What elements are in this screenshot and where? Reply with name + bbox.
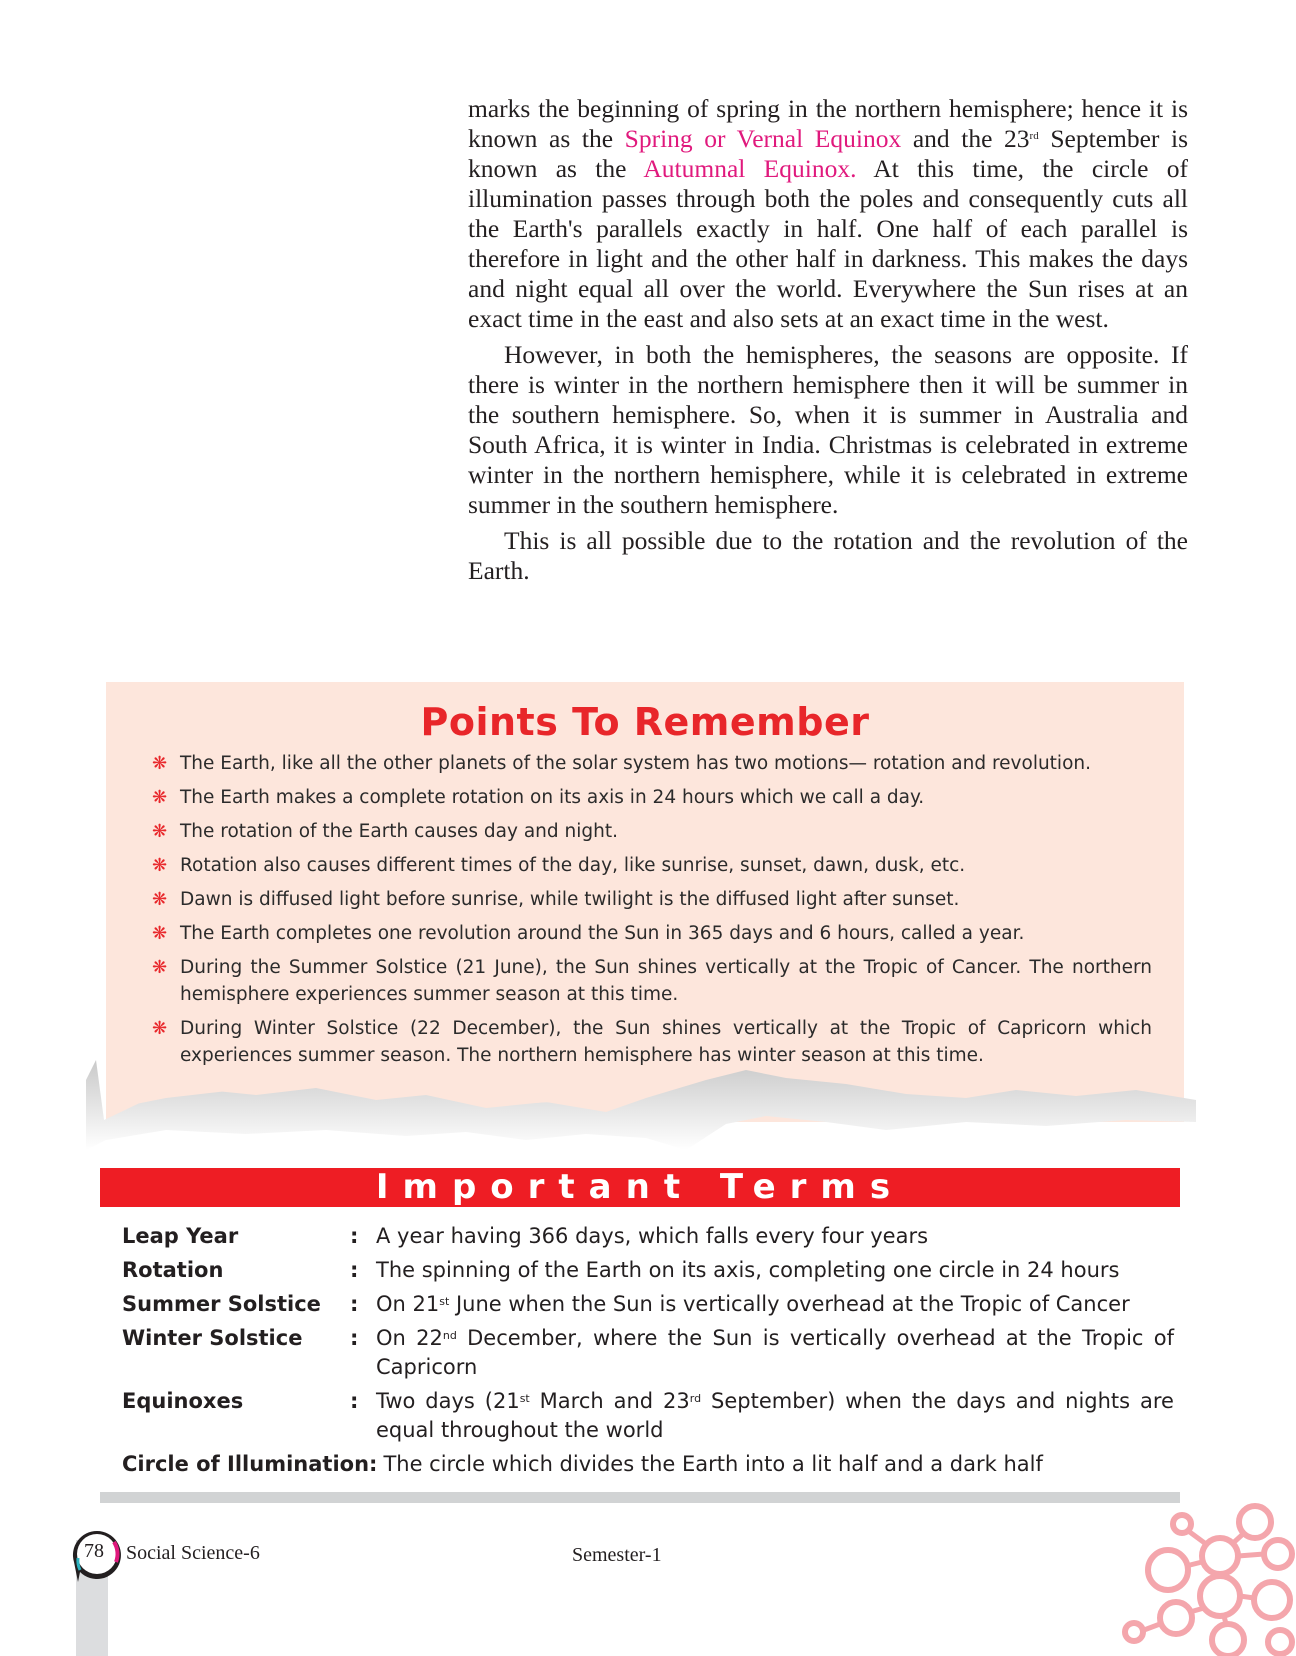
paragraph-conclusion: This is all possible due to the rotation and the revolution of the Earth.	[468, 526, 1188, 585]
flower-bullet-icon: ❋	[152, 753, 168, 774]
flower-bullet-icon: ❋	[152, 855, 168, 876]
term-name: Leap Year	[122, 1224, 239, 1248]
term-row	[122, 1256, 1174, 1285]
term-definition: On 22nd December, where the Sun is vertically overhead at the Tropic of Capricorn	[376, 1326, 1174, 1379]
important-terms-header	[100, 1168, 1180, 1207]
term-row	[122, 1290, 1174, 1319]
flower-bullet-icon: ❋	[152, 1018, 168, 1039]
flower-bullet-icon: ❋	[152, 821, 168, 842]
term-row	[122, 1387, 1174, 1445]
list-item: ❋ The Earth completes one revolution around the Sun in 365 days and 6 hours, called a year.	[152, 920, 1152, 947]
term-colon: :	[350, 1389, 359, 1413]
term-name: Rotation	[122, 1258, 224, 1282]
list-item: ❋ The rotation of the Earth causes day and night.	[152, 818, 1152, 845]
term-definition: The circle which divides the Earth into a lit half and a dark half	[383, 1452, 1043, 1476]
list-item: ❋ Dawn is diffused light before sunrise, while twilight is the diffused light after sunset.	[152, 886, 1152, 913]
term-row	[122, 1450, 1174, 1479]
term-row	[122, 1222, 1174, 1251]
points-to-remember-box	[106, 682, 1184, 1122]
term-definition: A year having 366 days, which falls every four years	[376, 1224, 929, 1248]
term-autumnal-equinox: Autumnal Equinox.	[643, 154, 857, 183]
points-title: Points To Remember	[420, 700, 870, 744]
term-definition: On 21st June when the Sun is vertically overhead at the Tropic of Cancer	[376, 1292, 1130, 1316]
page-number: 78	[84, 1540, 104, 1562]
points-list	[152, 750, 1152, 1076]
flower-bullet-icon: ❋	[152, 957, 168, 978]
list-item: ❋ The Earth makes a complete rotation on its axis in 24 hours which we call a day.	[152, 784, 1152, 811]
terms-list	[122, 1222, 1174, 1484]
term-colon: :	[350, 1326, 359, 1350]
section-divider	[100, 1492, 1180, 1503]
list-item: ❋ During the Summer Solstice (21 June), the Sun shines vertically at the Tropic of Cancer. The northern hemisphere experiences summer season at this time.	[152, 954, 1152, 1008]
term-row	[122, 1324, 1174, 1382]
term-colon: :	[369, 1452, 378, 1476]
paragraph-seasons: However, in both the hemispheres, the seasons are opposite. If there is winter in the northern hemisphere then it will be summer in the southern hemisphere. So, when it is summer in Australia and South Africa, it is winter in India. Christmas is celebrated in extreme winter in the northern hemisphere, while it is celebrated in extreme summer in the southern hemisphere.	[468, 340, 1188, 519]
important-terms-title: Important Terms	[375, 1167, 905, 1207]
term-colon: :	[350, 1258, 359, 1282]
term-definition: Two days (21st March and 23rd September) when the days and nights are equal throughout the world	[376, 1389, 1174, 1442]
body-text	[468, 94, 1188, 592]
circles-decoration-icon	[1120, 1500, 1296, 1656]
list-item: ❋ Rotation also causes different times of the day, like sunrise, sunset, dawn, dusk, etc.	[152, 852, 1152, 879]
term-name: Equinoxes	[122, 1389, 244, 1413]
flower-bullet-icon: ❋	[152, 889, 168, 910]
term-vernal-equinox: Spring or Vernal Equinox	[624, 124, 902, 153]
list-item: ❋ The Earth, like all the other planets of the solar system has two motions— rotation and revolution.	[152, 750, 1152, 777]
term-name: Summer Solstice	[122, 1292, 321, 1316]
flower-bullet-icon: ❋	[152, 787, 168, 808]
paragraph-equinox: marks the beginning of spring in the northern hemisphere; hence it is known as the Spring or Vernal Equinox and the 23rd September is known as the Autumnal Equinox. At this time, the circle of illumination passes through both the poles and consequently cuts all the Earth's parallels exactly in half. One half of each parallel is therefore in light and the other half in darkness. This makes the days and night equal all over the world. Everywhere the Sun rises at an exact time in the east and also sets at an exact time in the west.	[468, 94, 1188, 333]
mountain-decoration-icon	[86, 1060, 1196, 1160]
term-colon: :	[350, 1292, 359, 1316]
term-name: Winter Solstice	[122, 1326, 303, 1350]
flower-bullet-icon: ❋	[152, 923, 168, 944]
list-item: ❋ During Winter Solstice (22 December), the Sun shines vertically at the Tropic of Capricorn which experiences summer season. The northern hemisphere has winter season at this time.	[152, 1015, 1152, 1069]
book-title: Social Science-6	[126, 1542, 260, 1564]
term-colon: :	[350, 1224, 359, 1248]
term-name: Circle of Illumination	[122, 1452, 370, 1476]
semester-label: Semester-1	[572, 1544, 662, 1566]
term-definition: The spinning of the Earth on its axis, completing one circle in 24 hours	[376, 1258, 1120, 1282]
